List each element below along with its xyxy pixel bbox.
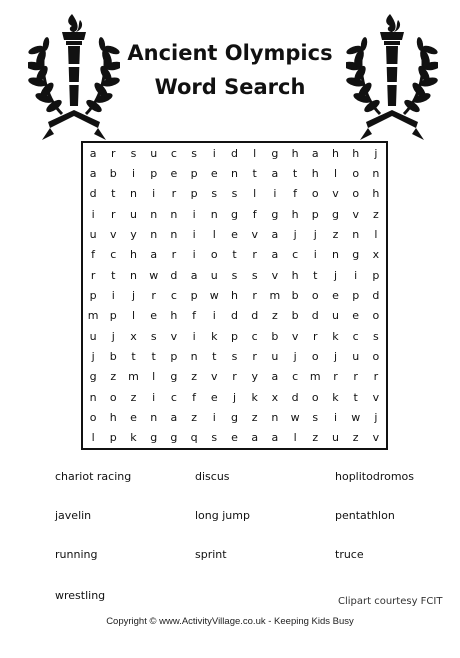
- grid-cell: t: [252, 166, 257, 180]
- grid-cell: j: [333, 349, 338, 363]
- grid-cell: z: [191, 410, 197, 424]
- grid-cell: r: [252, 248, 257, 262]
- grid-cell: a: [150, 248, 158, 262]
- grid-cell: i: [333, 410, 338, 424]
- grid-cell: z: [110, 370, 117, 384]
- grid-cell: x: [130, 329, 137, 343]
- grid-cell: p: [190, 166, 198, 180]
- grid-cell: j: [374, 146, 378, 160]
- word-item: wrestling: [55, 589, 106, 602]
- grid-cell: c: [170, 390, 177, 404]
- grid-cell: e: [231, 227, 238, 241]
- grid-cell: n: [372, 166, 380, 180]
- grid-cell: g: [150, 431, 158, 445]
- grid-cell: y: [251, 370, 258, 384]
- grid-cell: h: [109, 410, 117, 424]
- grid-cell: t: [131, 349, 136, 363]
- grid-cell: f: [192, 390, 197, 404]
- grid-cell: r: [111, 146, 116, 160]
- grid-cell: x: [372, 248, 380, 262]
- grid-cell: h: [372, 187, 380, 201]
- grid-cell: e: [170, 166, 178, 180]
- grid-cell: a: [89, 146, 97, 160]
- grid-cell: n: [170, 227, 178, 241]
- grid-cell: n: [231, 166, 238, 180]
- grid-cell: j: [131, 288, 136, 302]
- grid-cell: i: [131, 166, 136, 180]
- grid-cell: c: [292, 248, 299, 262]
- grid-cell: b: [109, 349, 117, 363]
- grid-cell: i: [192, 227, 196, 241]
- grid-cell: o: [210, 248, 218, 262]
- grid-cell: e: [150, 309, 158, 323]
- grid-cell: s: [231, 349, 238, 363]
- grid-cell: i: [192, 329, 196, 343]
- grid-cell: i: [192, 248, 196, 262]
- grid-cell: g: [231, 207, 238, 221]
- grid-cell: v: [170, 329, 178, 343]
- grid-cell: v: [352, 207, 359, 221]
- copyright-footer: Copyright © www.ActivityVillage.co.uk - Keeping Kids Busy: [106, 616, 354, 627]
- grid-cell: h: [291, 268, 299, 282]
- grid-cell: b: [271, 329, 279, 343]
- grid-cell: t: [313, 268, 318, 282]
- grid-cell: i: [111, 288, 115, 302]
- grid-cell: f: [192, 309, 197, 323]
- grid-cell: v: [372, 431, 380, 445]
- grid-cell: m: [87, 309, 99, 323]
- grid-cell: u: [210, 268, 218, 282]
- grid-cell: a: [271, 166, 279, 180]
- grid-cell: e: [231, 431, 238, 445]
- grid-cell: l: [253, 146, 257, 160]
- title-line-2: Word Search: [154, 75, 306, 99]
- grid-cell: n: [150, 410, 158, 424]
- grid-cell: h: [231, 288, 238, 302]
- grid-cell: p: [150, 166, 158, 180]
- grid-cell: w: [209, 288, 219, 302]
- grid-cell: h: [291, 207, 299, 221]
- grid-cell: h: [332, 146, 339, 160]
- grid-cell: f: [91, 248, 96, 262]
- grid-cell: t: [111, 268, 116, 282]
- grid-cell: p: [170, 349, 178, 363]
- grid-cell: i: [192, 207, 196, 221]
- grid-cell: d: [170, 268, 178, 282]
- grid-cell: r: [353, 370, 358, 384]
- grid-cell: v: [372, 390, 380, 404]
- grid-cell: k: [332, 390, 339, 404]
- grid-cell: m: [269, 288, 281, 302]
- word-item: pentathlon: [335, 509, 395, 522]
- grid-cell: o: [109, 390, 117, 404]
- grid-cell: l: [91, 431, 95, 445]
- grid-cell: h: [311, 166, 319, 180]
- grid-cell: d: [251, 309, 259, 323]
- grid-cell: r: [151, 288, 156, 302]
- word-item: truce: [335, 548, 364, 561]
- page-title: [110, 36, 350, 104]
- grid-cell: u: [271, 349, 279, 363]
- grid-cell: d: [291, 390, 299, 404]
- grid-cell: h: [291, 146, 299, 160]
- grid-cell: r: [252, 288, 257, 302]
- title-line-1: Ancient Olympics: [127, 41, 333, 65]
- grid-cell: d: [372, 288, 380, 302]
- word-item: discus: [195, 470, 230, 483]
- grid-cell: i: [354, 268, 358, 282]
- grid-cell: w: [149, 268, 159, 282]
- grid-cell: n: [150, 227, 158, 241]
- grid-cell: n: [332, 248, 339, 262]
- grid-cell: f: [293, 187, 298, 201]
- grid-cell: p: [89, 288, 97, 302]
- grid-cell: n: [130, 187, 137, 201]
- grid-cell: m: [128, 370, 139, 384]
- grid-cell: l: [374, 227, 378, 241]
- grid-cell: c: [292, 370, 299, 384]
- grid-cell: v: [332, 187, 339, 201]
- grid-cell: l: [253, 187, 257, 201]
- grid-cell: o: [372, 349, 380, 363]
- grid-cell: g: [170, 370, 178, 384]
- grid-cell: s: [231, 187, 238, 201]
- grid-cell: t: [151, 349, 156, 363]
- grid-cell: a: [190, 268, 198, 282]
- grid-cell: z: [312, 431, 319, 445]
- grid-cell: b: [109, 166, 117, 180]
- grid-cell: z: [251, 410, 258, 424]
- grid-cell: k: [251, 390, 258, 404]
- olympic-torch-laurel-icon: [346, 10, 438, 142]
- grid-cell: p: [372, 268, 380, 282]
- grid-cell: j: [91, 349, 95, 363]
- grid-cell: t: [292, 166, 298, 180]
- grid-cell: i: [212, 146, 216, 160]
- grid-cell: p: [190, 288, 198, 302]
- grid-cell: g: [352, 248, 360, 262]
- grid-cell: n: [271, 410, 279, 424]
- grid-cell: j: [232, 390, 237, 404]
- grid-cell: o: [352, 166, 360, 180]
- grid-cell: n: [210, 207, 218, 221]
- grid-cell: c: [170, 146, 177, 160]
- grid-cell: z: [130, 390, 137, 404]
- grid-cell: t: [232, 248, 237, 262]
- grid-cell: p: [190, 187, 198, 201]
- grid-cell: h: [170, 309, 178, 323]
- word-item: hoplitodromos: [335, 470, 415, 483]
- grid-cell: u: [89, 227, 97, 241]
- grid-cell: a: [271, 248, 279, 262]
- grid-cell: z: [352, 431, 359, 445]
- grid-cell: v: [291, 329, 299, 343]
- grid-cell: r: [90, 268, 96, 282]
- grid-cell: s: [130, 146, 137, 160]
- grid-cell: z: [272, 309, 278, 323]
- grid-cell: u: [130, 207, 137, 221]
- grid-cell: y: [130, 227, 137, 241]
- grid-cell: r: [333, 370, 338, 384]
- grid-cell: n: [89, 390, 97, 404]
- grid-cell: l: [212, 227, 216, 241]
- grid-cell: n: [150, 207, 158, 221]
- grid-cell: i: [152, 187, 156, 201]
- grid-cell: d: [89, 187, 97, 201]
- grid-cell: k: [211, 329, 218, 343]
- word-item: sprint: [195, 548, 227, 561]
- grid-cell: v: [110, 227, 117, 241]
- grid-cell: t: [353, 390, 358, 404]
- word-item: running: [55, 548, 98, 561]
- grid-cell: g: [271, 207, 279, 221]
- grid-cell: a: [170, 410, 178, 424]
- grid-cell: r: [252, 349, 257, 363]
- grid-cell: p: [311, 207, 319, 221]
- grid-cell: j: [333, 268, 338, 282]
- grid-cell: j: [111, 329, 115, 343]
- grid-cell: r: [373, 370, 379, 384]
- grid-cell: e: [332, 288, 339, 302]
- grid-cell: v: [211, 370, 218, 384]
- grid-cell: r: [313, 329, 318, 343]
- grid-cell: i: [212, 309, 216, 323]
- grid-cell: r: [171, 187, 177, 201]
- grid-cell: h: [352, 146, 360, 160]
- grid-cell: j: [293, 349, 297, 363]
- grid-cell: s: [191, 146, 197, 160]
- grid-cell: g: [89, 370, 97, 384]
- grid-cell: c: [352, 329, 359, 343]
- grid-cell: s: [211, 187, 218, 201]
- grid-cell: p: [109, 431, 117, 445]
- grid-cell: i: [152, 390, 156, 404]
- grid-cell: u: [352, 349, 360, 363]
- grid-cell: j: [374, 410, 378, 424]
- grid-cell: o: [311, 187, 319, 201]
- grid-cell: p: [231, 329, 238, 343]
- clipart-credit: Clipart courtesy FCIT: [338, 596, 443, 607]
- grid-cell: s: [211, 431, 218, 445]
- grid-cell: o: [311, 288, 319, 302]
- grid-cell: e: [352, 309, 360, 323]
- grid-cell: d: [231, 146, 238, 160]
- olympic-torch-laurel-icon: [28, 10, 120, 142]
- grid-cell: p: [109, 309, 117, 323]
- grid-cell: r: [171, 248, 177, 262]
- grid-cell: l: [333, 166, 338, 180]
- grid-cell: n: [170, 207, 178, 221]
- grid-cell: a: [271, 370, 279, 384]
- grid-cell: s: [150, 329, 157, 343]
- grid-cell: a: [89, 166, 97, 180]
- grid-cell: j: [313, 227, 317, 241]
- grid-cell: w: [290, 410, 300, 424]
- grid-cell: c: [170, 288, 177, 302]
- grid-cell: i: [313, 248, 317, 262]
- grid-cell: u: [332, 309, 339, 323]
- grid-cell: z: [332, 227, 339, 241]
- grid-cell: g: [332, 207, 339, 221]
- grid-cell: j: [293, 227, 297, 241]
- grid-cell: o: [352, 187, 360, 201]
- word-search-grid: [81, 141, 388, 450]
- grid-cell: u: [89, 329, 97, 343]
- grid-cell: m: [309, 370, 321, 384]
- grid-cell: i: [212, 410, 216, 424]
- grid-cell: f: [252, 207, 257, 221]
- grid-cell: s: [251, 268, 258, 282]
- grid-cell: i: [91, 207, 95, 221]
- grid-cell: r: [232, 370, 237, 384]
- grid-cell: z: [373, 207, 379, 221]
- grid-cell: o: [372, 309, 380, 323]
- grid-cell: l: [293, 431, 297, 445]
- grid-cell: t: [212, 349, 217, 363]
- grid-cell: x: [271, 390, 279, 404]
- grid-cell: o: [311, 390, 319, 404]
- grid-cell: n: [190, 349, 198, 363]
- grid-cell: l: [131, 309, 136, 323]
- grid-cell: n: [130, 268, 137, 282]
- grid-cell: t: [111, 187, 116, 201]
- grid-cell: g: [231, 410, 238, 424]
- grid-cell: r: [111, 207, 116, 221]
- word-item: chariot racing: [55, 470, 132, 483]
- grid-cell: c: [110, 248, 117, 262]
- grid-cell: l: [152, 370, 156, 384]
- grid-cell: d: [231, 309, 238, 323]
- grid-cell: o: [311, 349, 319, 363]
- grid-cell: a: [311, 146, 319, 160]
- grid-cell: s: [312, 410, 319, 424]
- grid-cell: d: [311, 309, 319, 323]
- grid-cell: e: [210, 166, 218, 180]
- grid-cell: q: [190, 431, 198, 445]
- grid-cell: k: [332, 329, 339, 343]
- grid-cell: e: [210, 390, 218, 404]
- grid-cell: u: [332, 431, 339, 445]
- grid-cell: c: [251, 329, 258, 343]
- grid-cell: b: [291, 288, 299, 302]
- grid-cell: s: [231, 268, 238, 282]
- grid-cell: n: [352, 227, 360, 241]
- grid-cell: e: [130, 410, 137, 424]
- grid-cell: a: [251, 431, 259, 445]
- grid-cell: b: [291, 309, 299, 323]
- grid-cell: u: [150, 146, 158, 160]
- grid-cell: h: [130, 248, 137, 262]
- grid-cell: i: [273, 187, 277, 201]
- grid-cell: o: [89, 410, 97, 424]
- grid-cell: p: [352, 288, 360, 302]
- grid-cell: g: [170, 431, 178, 445]
- grid-cell: a: [271, 227, 279, 241]
- grid-cell: z: [191, 370, 197, 384]
- grid-cell: a: [271, 431, 279, 445]
- word-item: long jump: [195, 509, 250, 522]
- grid-cell: g: [271, 146, 279, 160]
- grid-cell: v: [251, 227, 258, 241]
- grid-cell: s: [373, 329, 379, 343]
- word-item: javelin: [55, 509, 92, 522]
- grid-cell: v: [271, 268, 279, 282]
- grid-cell: k: [130, 431, 137, 445]
- grid-cell: w: [351, 410, 361, 424]
